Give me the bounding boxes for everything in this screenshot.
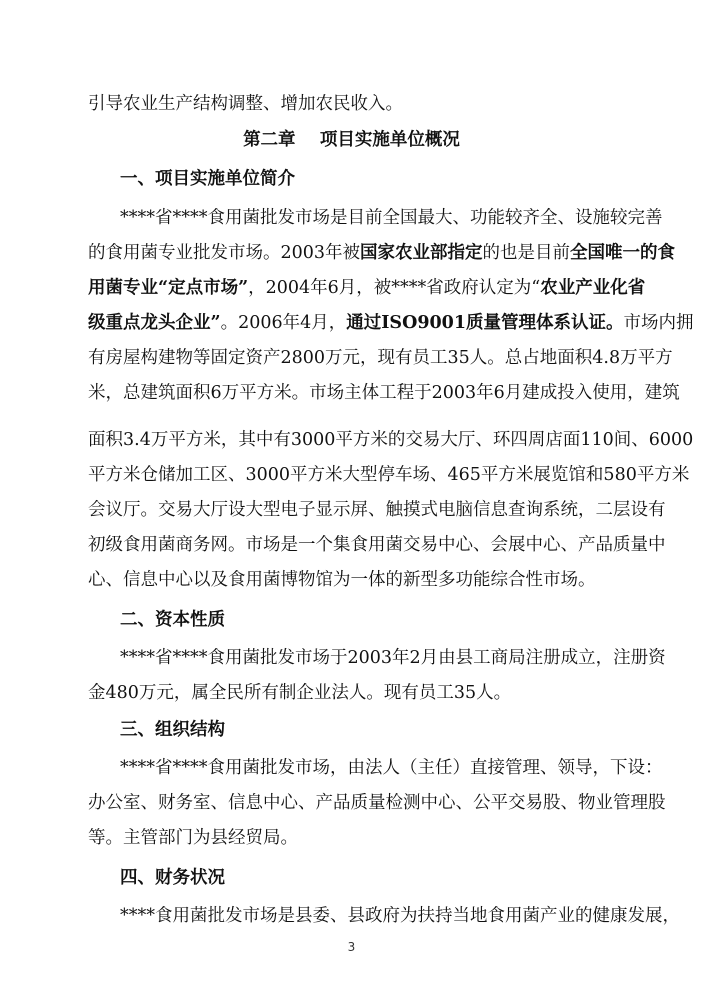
paragraph-line: 等。主管部门为县经贸局。	[88, 828, 298, 848]
paragraph-line: ****省****食用菌批发市场于2003年2月由县工商局注册成立，注册资	[120, 648, 666, 668]
paragraph-line-mixed	[88, 276, 646, 300]
paragraph-line: ****省****食用菌批发市场是目前全国最大、功能较齐全、设施较完善	[120, 208, 663, 228]
page-number: 3	[347, 940, 356, 954]
text-run: 。2006年4月，	[220, 313, 347, 333]
paragraph-line: 米，总建筑面积6万平方米。市场主体工程于2003年6月建成投入使用，建筑	[88, 383, 680, 403]
paragraph-line: 心、信息中心以及食用菌博物馆为一体的新型多功能综合性市场。	[88, 570, 596, 590]
paragraph-line: 办公室、财务室、信息中心、产品质量检测中心、公平交易股、物业管理股	[88, 793, 666, 813]
paragraph-line: 会议厅。交易大厅设大型电子显示屏、触摸式电脑信息查询系统，二层设有	[88, 500, 666, 520]
paragraph-line-mixed	[88, 311, 694, 335]
section-heading-2: 二、资本性质	[120, 610, 225, 630]
chapter-title: 第二章 项目实施单位概况	[243, 130, 460, 150]
paragraph-line: 有房屋构建物等固定资产2800万元，现有员工35人。总占地面积4.8万平方	[88, 348, 673, 368]
paragraph-line: 金480万元，属全民所有制企业法人。现有员工35人。	[88, 683, 512, 703]
paragraph-line-mixed	[88, 241, 676, 265]
bold-text-run: 国家农业部指定	[360, 243, 483, 263]
paragraph-line: 初级食用菌商务网。市场是一个集食用菌交易中心、会展中心、产品质量中	[88, 535, 666, 555]
bold-text-run: 农业产业化省	[540, 278, 646, 298]
paragraph-line: 面积3.4万平方米，其中有3000平方米的交易大厅、环四周店面110间、6000	[88, 430, 694, 450]
paragraph-line: 引导农业生产结构调整、增加农民收入。	[88, 94, 403, 114]
paragraph-line: ****省****食用菌批发市场，由法人（主任）直接管理、领导，下设：	[120, 758, 663, 778]
bold-text-run: 级重点龙头企业”	[88, 313, 221, 333]
bold-text-run: 全国唯一的食	[570, 243, 676, 263]
text-run: 的食用菌专业批发市场。2003年被	[88, 243, 361, 263]
text-run: 市场内拥	[623, 313, 694, 333]
text-run: 的也是目前	[482, 243, 571, 263]
text-run: ，2004年6月，被****省政府认定为“	[248, 278, 541, 298]
paragraph-line: ****食用菌批发市场是县委、县政府为扶持当地食用菌产业的健康发展，	[120, 906, 680, 926]
section-heading-1: 一、项目实施单位简介	[120, 169, 295, 189]
bold-text-run: 用菌专业“定点市场”	[88, 278, 249, 298]
section-heading-3: 三、组织结构	[120, 720, 225, 740]
paragraph-line: 平方米仓储加工区、3000平方米大型停车场、465平方米展览馆和580平方米	[88, 465, 690, 485]
section-heading-4: 四、财务状况	[120, 868, 225, 888]
bold-text-run: 通过ISO9001质量管理体系认证。	[346, 313, 624, 333]
